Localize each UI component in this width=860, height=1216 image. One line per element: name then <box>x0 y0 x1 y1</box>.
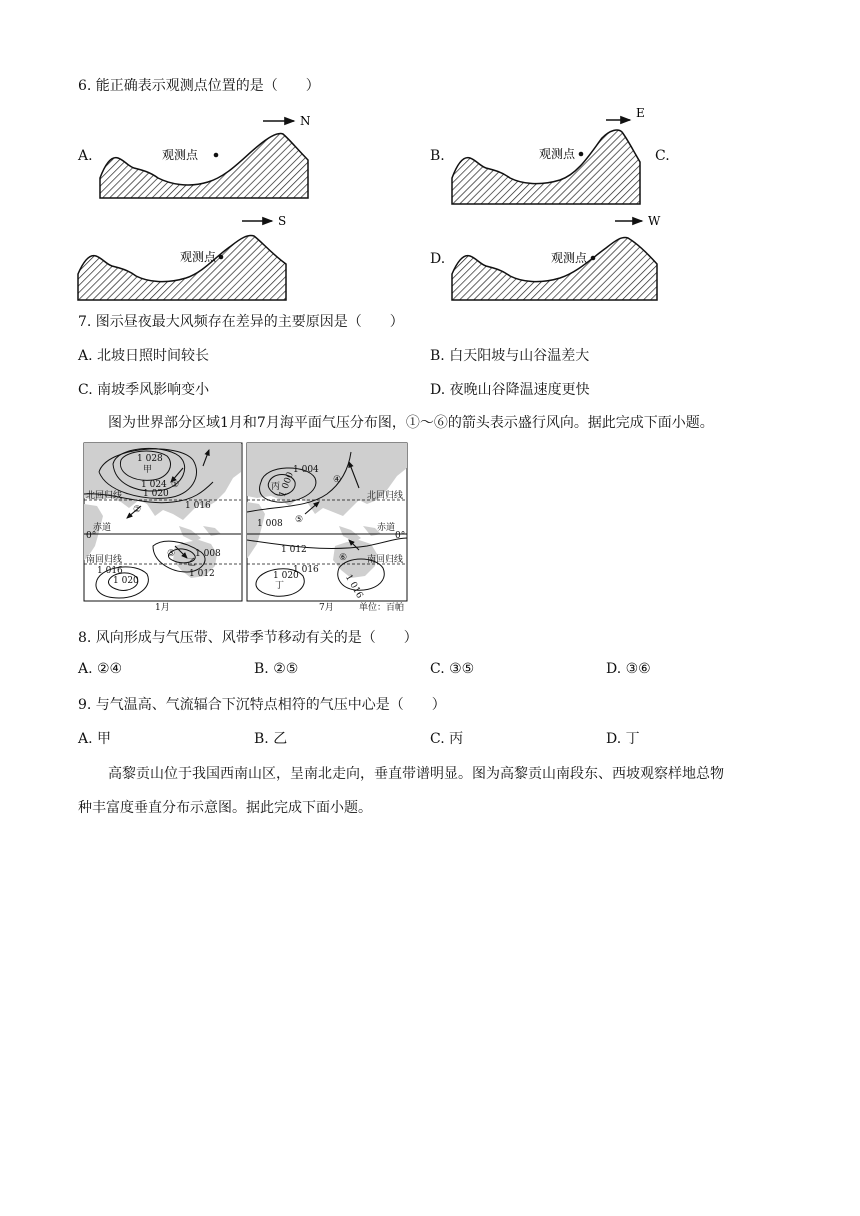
isobar-1016: 1 016 <box>185 501 211 511</box>
isobar-1004: 1 004 <box>293 465 319 475</box>
q6-stem: 6. 能正确表示观测点位置的是（ ） <box>78 78 320 94</box>
mountain-profile-c <box>78 235 286 300</box>
center-bing: 丙 <box>271 482 281 492</box>
q7-option-d[interactable]: D. 夜晚山谷降温速度更快 <box>430 382 590 398</box>
q7-option-b[interactable]: B. 白天阳坡与山谷温差大 <box>430 348 590 364</box>
isobar-1008: 1 008 <box>195 549 221 559</box>
wind-6: ⑥ <box>339 553 348 563</box>
q9-stem: 9. 与气温高、气流辐合下沉特点相符的气压中心是（ ） <box>78 697 446 713</box>
wind-3: ③ <box>167 549 176 559</box>
q6-option-b-letter[interactable]: B. <box>430 148 445 164</box>
isobar-1020: 1 020 <box>143 489 169 499</box>
direction-label-d: W <box>648 214 661 228</box>
isobar-1016-jul: 1 016 <box>293 565 319 575</box>
passage-gaoligong-line2: 种丰富度垂直分布示意图。据此完成下面小题。 <box>78 800 372 816</box>
mountain-profile-a <box>100 134 308 199</box>
center-ding: 丁 <box>275 581 285 591</box>
q6-option-d-letter[interactable]: D. <box>430 251 446 267</box>
july-map <box>247 443 407 601</box>
observation-label-a: 观测点 <box>161 148 198 162</box>
mountain-profile-d <box>452 237 657 300</box>
isobar-1016-south: 1 016 <box>97 566 123 576</box>
q6-option-d-diagram <box>450 210 665 302</box>
q8-option-b[interactable]: B. ②⑤ <box>254 661 299 677</box>
isobar-1008-jul: 1 008 <box>257 519 283 529</box>
isobar-1028: 1 028 <box>137 454 163 464</box>
q6-option-c-diagram <box>76 210 291 302</box>
label-zero-jan: 0° <box>86 531 97 541</box>
isobar-1024: 1 024 <box>141 480 167 490</box>
direction-label-c: S <box>278 214 287 228</box>
q8-option-c[interactable]: C. ③⑤ <box>430 661 475 677</box>
q9-option-c[interactable]: C. 丙 <box>430 731 464 747</box>
passage-intro-pressure-map: 图为世界部分区域1月和7月海平面气压分布图，①～⑥的箭头表示盛行风向。据此完成下面小题。 <box>108 415 714 431</box>
q8-option-d[interactable]: D. ③⑥ <box>606 661 651 677</box>
direction-label-a: N <box>300 114 311 128</box>
center-yi: 乙 <box>187 558 197 568</box>
label-north-tropic-jan: 北回归线 <box>86 491 123 501</box>
isobar-1020-jul: 1 020 <box>273 571 299 581</box>
q6-option-c-letter[interactable]: C. <box>655 148 670 164</box>
observation-point-b <box>579 152 584 157</box>
wind-4: ④ <box>333 475 342 485</box>
q7-option-a[interactable]: A. 北坡日照时间较长 <box>78 348 210 364</box>
caption-july: 7月 <box>319 603 334 613</box>
observation-point-a <box>214 153 219 158</box>
wind-1: ① <box>171 480 180 490</box>
q9-option-d[interactable]: D. 丁 <box>606 731 640 747</box>
q9-option-a[interactable]: A. 甲 <box>78 731 112 747</box>
q6-option-a-letter[interactable]: A. <box>78 148 93 164</box>
direction-label-b: E <box>636 106 645 120</box>
label-equator-jul: 赤道 <box>377 523 396 533</box>
mountain-profile-b <box>452 130 640 204</box>
january-map <box>84 443 242 601</box>
isobar-1020-south: 1 020 <box>113 576 139 586</box>
observation-point-c <box>219 255 224 260</box>
unit-label: 单位：百帕 <box>359 603 405 613</box>
label-south-tropic-jul: 南回归线 <box>367 555 404 565</box>
isobar-1000: 1 000 <box>277 470 296 499</box>
isobar-1012-jul: 1 012 <box>281 545 307 555</box>
observation-label-c: 观测点 <box>179 250 216 264</box>
label-equator-jan: 赤道 <box>93 523 112 533</box>
center-jia: 甲 <box>143 465 153 475</box>
q8-option-a[interactable]: A. ②④ <box>78 661 123 677</box>
q6-option-a-diagram <box>98 110 313 202</box>
pressure-distribution-maps <box>83 442 413 614</box>
observation-point-d <box>591 256 596 261</box>
passage-gaoligong-line1: 高黎贡山位于我国西南山区，呈南北走向，垂直带谱明显。图为高黎贡山南段东、西坡观察样地总物 <box>108 766 724 782</box>
isobar-1012: 1 012 <box>189 569 215 579</box>
wind-2: ② <box>133 505 142 515</box>
label-south-tropic-jan: 南回归线 <box>86 555 123 565</box>
q7-option-c[interactable]: C. 南坡季风影响变小 <box>78 382 210 398</box>
label-north-tropic-jul: 北回归线 <box>367 491 404 501</box>
q7-stem: 7. 图示昼夜最大风频存在差异的主要原因是（ ） <box>78 314 404 330</box>
q8-stem: 8. 风向形成与气压带、风带季节移动有关的是（ ） <box>78 630 418 646</box>
label-zero-jul: 0° <box>395 531 406 541</box>
observation-label-b: 观测点 <box>538 147 575 161</box>
caption-january: 1月 <box>155 603 170 613</box>
observation-label-d: 观测点 <box>550 251 587 265</box>
isobar-1016-east: 1 016 <box>342 573 365 601</box>
q9-option-b[interactable]: B. 乙 <box>254 731 288 747</box>
wind-5: ⑤ <box>295 515 304 525</box>
q6-option-b-diagram <box>450 100 650 208</box>
